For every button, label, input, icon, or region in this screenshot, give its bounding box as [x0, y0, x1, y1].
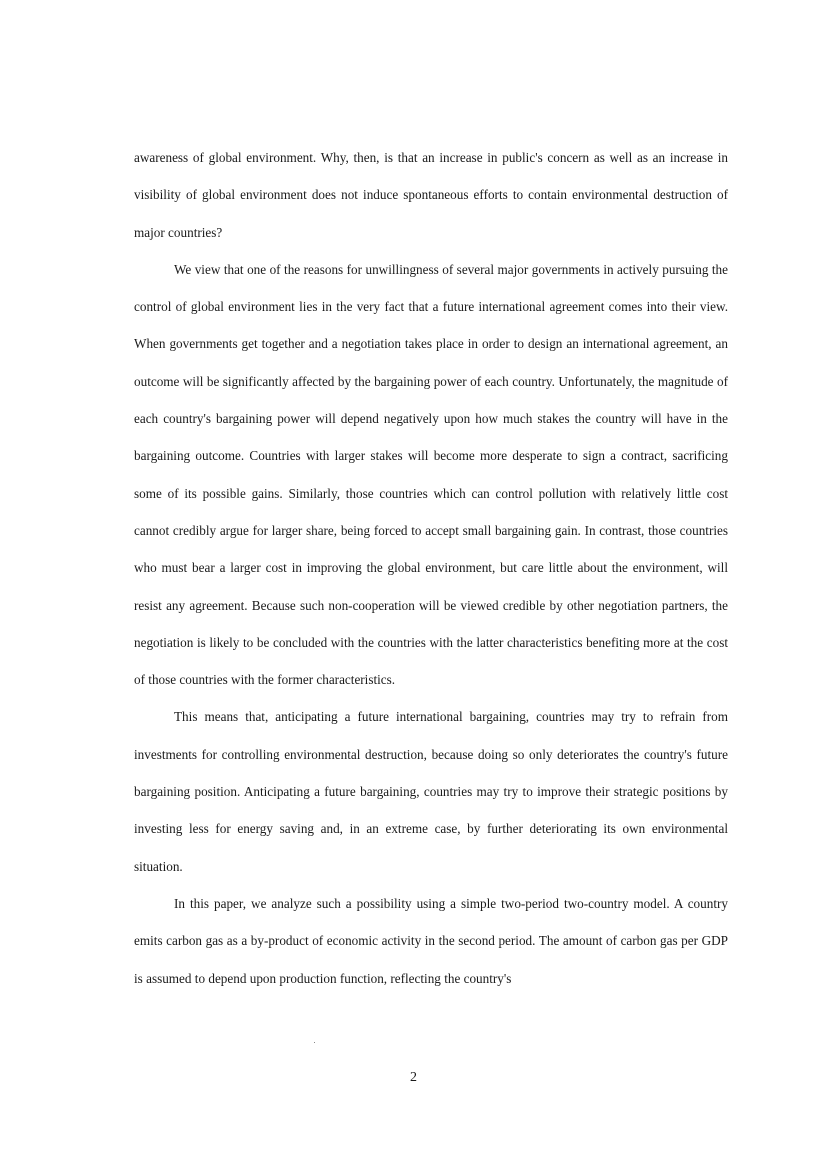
page-number: 2 — [410, 1070, 417, 1085]
paragraph-this-paper: In this paper, we analyze such a possibility using a simple two-period two-country model. A country emits carbon gas as a by-product of economic activity in the second period. The amount of carbon gas per GDP is assumed to depend upon production function, reflecting the country's — [134, 895, 728, 986]
scan-speck — [314, 1042, 315, 1043]
paragraph-awareness: awareness of global environment. Why, then, is that an increase in public's concern as well as an increase in visibility of global environment does not induce spontaneous efforts to contain environmental destruction of major countries? — [134, 150, 728, 240]
paragraph-anticipating: This means that, anticipating a future international bargaining, countries may try to refrain from investments for controlling environmental destruction, because doing so only deteriorates the country's future bargaining position. Anticipating a future bargaining, countries may try to improve their strategic positions by investing less for energy saving and, in an extreme case, by further deteriorating its own environmental situation. — [134, 709, 728, 874]
body-text — [134, 139, 728, 997]
paragraph-unwillingness: We view that one of the reasons for unwillingness of several major governments in actively pursuing the control of global environment lies in the very fact that a future international agreement comes into their view. When governments get together and a negotiation takes place in order to design an international agreement, an outcome will be significantly affected by the bargaining power of each country. Unfortunately, the magnitude of each country's bargaining power will depend negatively upon how much stakes the country will have in the bargaining outcome. Countries with larger stakes will become more desperate to sign a contract, sacrificing some of its possible gains. Similarly, those countries which can control pollution with relatively little cost cannot credibly argue for larger share, being forced to accept small bargaining gain. In contrast, those countries who must bear a larger cost in improving the global environment, but care little about the environment, will resist any agreement. Because such non-cooperation will be viewed credible by other negotiation partners, the negotiation is likely to be concluded with the countries with the latter characteristics benefiting more at the cost of those countries with the former characteristics. — [134, 261, 728, 688]
